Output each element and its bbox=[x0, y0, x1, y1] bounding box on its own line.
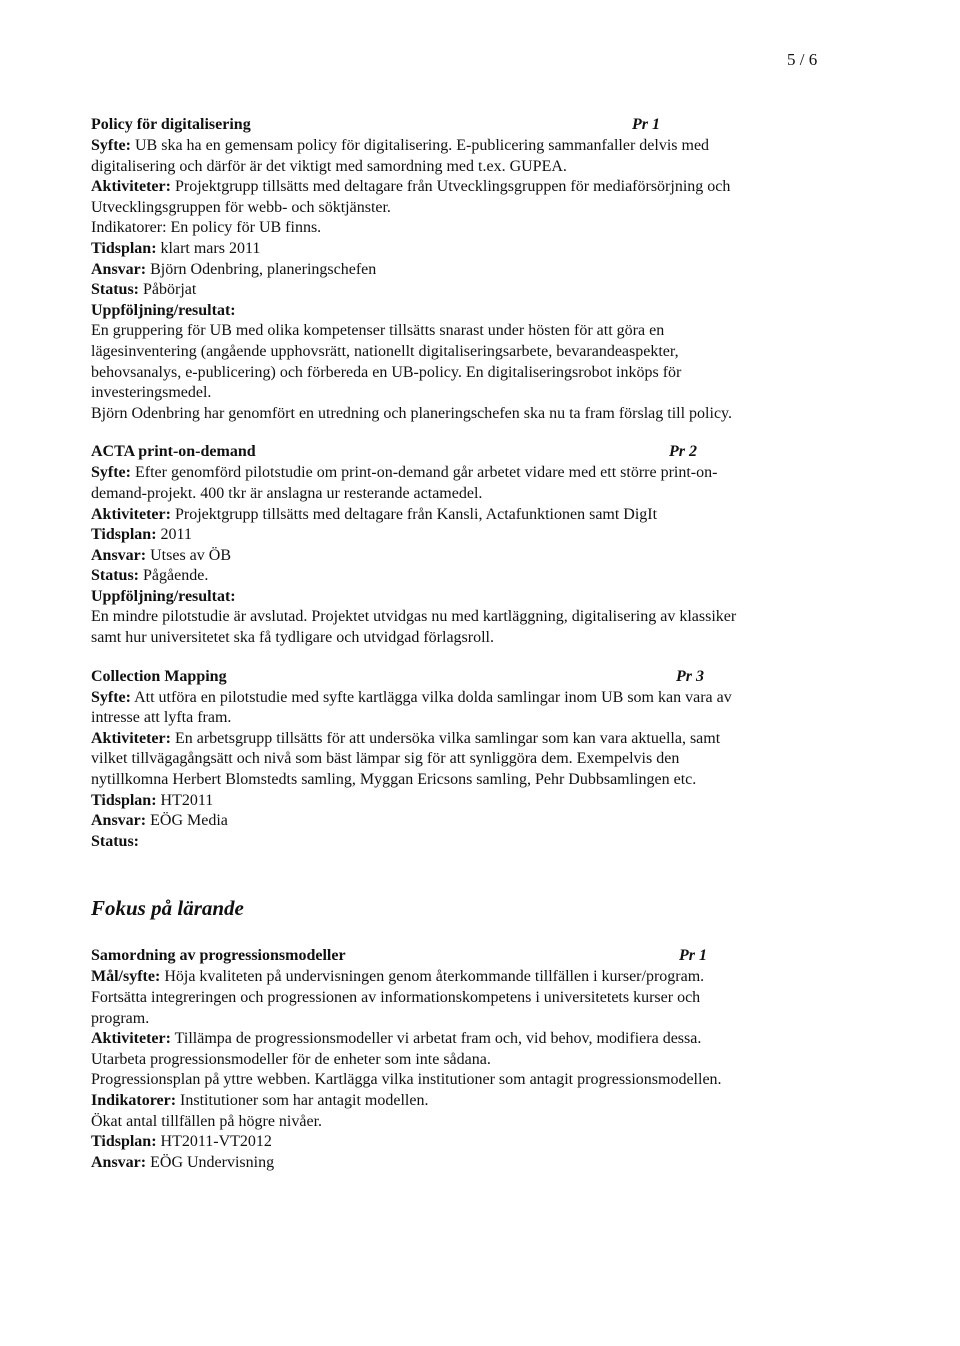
spacer bbox=[91, 424, 811, 442]
field-text: vilket tillvägagångsätt och nivå som bäst lämpar sig för att synliggöra dem. Exempelvis den bbox=[91, 750, 680, 768]
text-line bbox=[91, 218, 811, 239]
text-line bbox=[91, 628, 811, 649]
text-line bbox=[91, 967, 811, 988]
text-line bbox=[91, 363, 811, 384]
field-text: Projektgrupp tillsätts med deltagare från Kansli, Actafunktionen samt DigIt bbox=[170, 505, 658, 523]
field-label: Status: bbox=[91, 567, 140, 585]
field-label: Syfte: bbox=[91, 137, 131, 154]
text-line bbox=[91, 988, 811, 1009]
field-label: Tidsplan: bbox=[91, 526, 157, 544]
text-line bbox=[91, 404, 811, 425]
text-line bbox=[91, 301, 811, 322]
field-label: Ansvar: bbox=[91, 260, 147, 278]
text-line bbox=[91, 1153, 811, 1174]
text-line bbox=[91, 688, 811, 709]
field-text: demand-projekt. 400 tkr är anslagna ur resterande actamedel. bbox=[91, 484, 483, 502]
text-line bbox=[91, 383, 811, 404]
text-line bbox=[91, 749, 811, 770]
section-heading bbox=[91, 442, 811, 463]
section-heading bbox=[91, 667, 811, 688]
field-text: Björn Odenbring har genomfört en utredning och planeringschefen ska nu ta fram förslag till policy. bbox=[91, 404, 732, 422]
field-label: Uppföljning/resultat: bbox=[91, 301, 236, 319]
section-priority: Pr 3 bbox=[676, 667, 704, 685]
document-section bbox=[91, 442, 811, 648]
field-label: Ansvar: bbox=[91, 546, 147, 564]
field-text: Progressionsplan på yttre webben. Kartlägga vilka institutioner som antagit progressionsmodellen. bbox=[91, 1071, 722, 1089]
section-priority: Pr 2 bbox=[669, 443, 697, 461]
text-line bbox=[91, 729, 811, 750]
sections-container bbox=[91, 115, 811, 852]
field-label: Tidsplan: bbox=[91, 239, 157, 257]
page-number: 5 / 6 bbox=[787, 50, 818, 69]
text-line bbox=[91, 177, 811, 198]
section-priority: Pr 1 bbox=[679, 947, 707, 965]
field-label: Aktiviteter: bbox=[91, 505, 171, 523]
field-text: Pågående. bbox=[139, 567, 209, 585]
field-text: investeringsmedel. bbox=[91, 384, 212, 402]
text-line bbox=[91, 239, 811, 260]
field-text: program. bbox=[91, 1009, 150, 1027]
field-label: Syfte: bbox=[91, 688, 131, 706]
text-line bbox=[91, 1091, 811, 1112]
field-text: Utarbeta progressionsmodeller för de enheter som inte sådana. bbox=[91, 1050, 491, 1068]
section-priority: Pr 1 bbox=[632, 116, 660, 133]
text-line bbox=[91, 1029, 811, 1050]
field-label: Aktiviteter: bbox=[91, 1030, 171, 1048]
field-text: digitalisering och därför är det viktigt med samordning med t.ex. GUPEA. bbox=[91, 157, 567, 175]
field-text: nytillkomna Herbert Blomstedts samling, Myggan Ericsons samling, Pehr Dubbsamlingen etc. bbox=[91, 771, 697, 789]
field-label: Aktiviteter: bbox=[91, 729, 171, 747]
text-line bbox=[91, 1132, 811, 1153]
document-section bbox=[91, 946, 811, 1173]
text-line bbox=[91, 607, 811, 628]
field-text: Påbörjat bbox=[139, 281, 197, 299]
text-line bbox=[91, 525, 811, 546]
text-line bbox=[91, 1009, 811, 1030]
field-text: intresse att lyfta fram. bbox=[91, 709, 232, 727]
text-line bbox=[91, 280, 811, 301]
focus-section-container bbox=[91, 946, 811, 1173]
text-line bbox=[91, 708, 811, 729]
section-title: ACTA print-on-demand bbox=[91, 443, 256, 461]
spacer bbox=[91, 920, 811, 946]
text-line bbox=[91, 566, 811, 587]
field-text: HT2011-VT2012 bbox=[156, 1133, 272, 1151]
document-section bbox=[91, 115, 811, 424]
field-text: Ökat antal tillfällen på högre nivåer. bbox=[91, 1112, 323, 1130]
field-text: Projektgrupp tillsätts med deltagare från Utvecklingsgruppen för mediaförsörjning och bbox=[170, 178, 731, 196]
field-text: Fortsätta integreringen och progressionen av informationskompetens i universitetets kurser och bbox=[91, 989, 701, 1006]
field-text: behovsanalys, e-publicering) och förbereda en UB-policy. En digitaliseringsrobot inköps för bbox=[91, 363, 682, 381]
field-text: Utvecklingsgruppen för webb- och söktjänster. bbox=[91, 198, 391, 216]
text-line bbox=[91, 832, 811, 853]
field-label: Mål/syfte: bbox=[91, 968, 161, 986]
field-text: Att utföra en pilotstudie med syfte kartlägga vilka dolda samlingar inom UB som kan vara av bbox=[130, 688, 732, 706]
text-line bbox=[91, 157, 811, 178]
text-line bbox=[91, 463, 811, 484]
field-text: HT2011 bbox=[156, 791, 214, 809]
field-text: klart mars 2011 bbox=[156, 239, 261, 257]
field-label: Ansvar: bbox=[91, 1153, 147, 1171]
field-text: En mindre pilotstudie är avslutad. Projektet utvidgas nu med kartläggning, digitalisering av klassiker bbox=[91, 608, 737, 626]
field-text: Tillämpa de progressionsmodeller vi arbetat fram och, vid behov, modifiera dessa. bbox=[170, 1030, 702, 1048]
field-text: UB ska ha en gemensam policy för digitalisering. E-publicering sammanfaller delvis med bbox=[130, 137, 710, 154]
field-text: En arbetsgrupp tillsätts för att undersöka vilka samlingar som kan vara aktuella, samt bbox=[170, 729, 721, 747]
text-line bbox=[91, 546, 811, 567]
section-title: Samordning av progressionsmodeller bbox=[91, 947, 346, 965]
text-line bbox=[91, 1070, 811, 1091]
section-title: Collection Mapping bbox=[91, 667, 227, 685]
spacer bbox=[91, 649, 811, 667]
field-text: Utses av ÖB bbox=[146, 546, 231, 564]
text-line bbox=[91, 321, 811, 342]
field-text: Björn Odenbring, planeringschefen bbox=[146, 260, 377, 278]
document-body bbox=[91, 115, 811, 1173]
text-line bbox=[91, 1050, 811, 1071]
field-label: Indikatorer: bbox=[91, 1091, 177, 1109]
section-heading bbox=[91, 946, 811, 967]
text-line bbox=[91, 342, 811, 363]
field-label: Ansvar: bbox=[91, 812, 147, 830]
field-text: lägesinventering (angående upphovsrätt, nationellt digitaliseringsarbete, bevarandeaspekter, bbox=[91, 342, 679, 360]
field-label: Status: bbox=[91, 832, 140, 850]
spacer bbox=[91, 852, 811, 896]
field-label: Aktiviteter: bbox=[91, 178, 171, 196]
field-label: Syfte: bbox=[91, 464, 131, 482]
field-label: Tidsplan: bbox=[91, 1133, 157, 1151]
text-line bbox=[91, 791, 811, 812]
text-line bbox=[91, 136, 811, 157]
document-section bbox=[91, 667, 811, 853]
text-line bbox=[91, 1112, 811, 1133]
section-heading bbox=[91, 115, 811, 136]
field-label: Status: bbox=[91, 281, 140, 299]
text-line bbox=[91, 770, 811, 791]
field-text: Höja kvaliteten på undervisningen genom återkommande tillfällen i kurser/program. bbox=[160, 968, 705, 986]
field-text: En gruppering för UB med olika kompetenser tillsätts snarast under hösten för att göra en bbox=[91, 322, 665, 340]
section-title: Policy för digitalisering bbox=[91, 116, 251, 133]
text-line bbox=[91, 505, 811, 526]
focus-heading: Fokus på lärande bbox=[91, 896, 244, 921]
field-label: Uppföljning/resultat: bbox=[91, 587, 236, 605]
field-text: 2011 bbox=[156, 526, 192, 544]
field-text: Indikatorer: En policy för UB finns. bbox=[91, 219, 322, 237]
text-line bbox=[91, 198, 811, 219]
field-text: samt hur universitetet ska få tydligare och utvidgad förlagsroll. bbox=[91, 629, 494, 647]
field-text: Efter genomförd pilotstudie om print-on-demand går arbetet vidare med ett större print-on- bbox=[130, 464, 718, 482]
text-line bbox=[91, 260, 811, 281]
field-text: EÖG Undervisning bbox=[146, 1153, 275, 1171]
field-text: EÖG Media bbox=[146, 812, 228, 830]
text-line bbox=[91, 484, 811, 505]
field-text: Institutioner som har antagit modellen. bbox=[176, 1091, 429, 1109]
field-label: Tidsplan: bbox=[91, 791, 157, 809]
text-line bbox=[91, 811, 811, 832]
text-line bbox=[91, 587, 811, 608]
